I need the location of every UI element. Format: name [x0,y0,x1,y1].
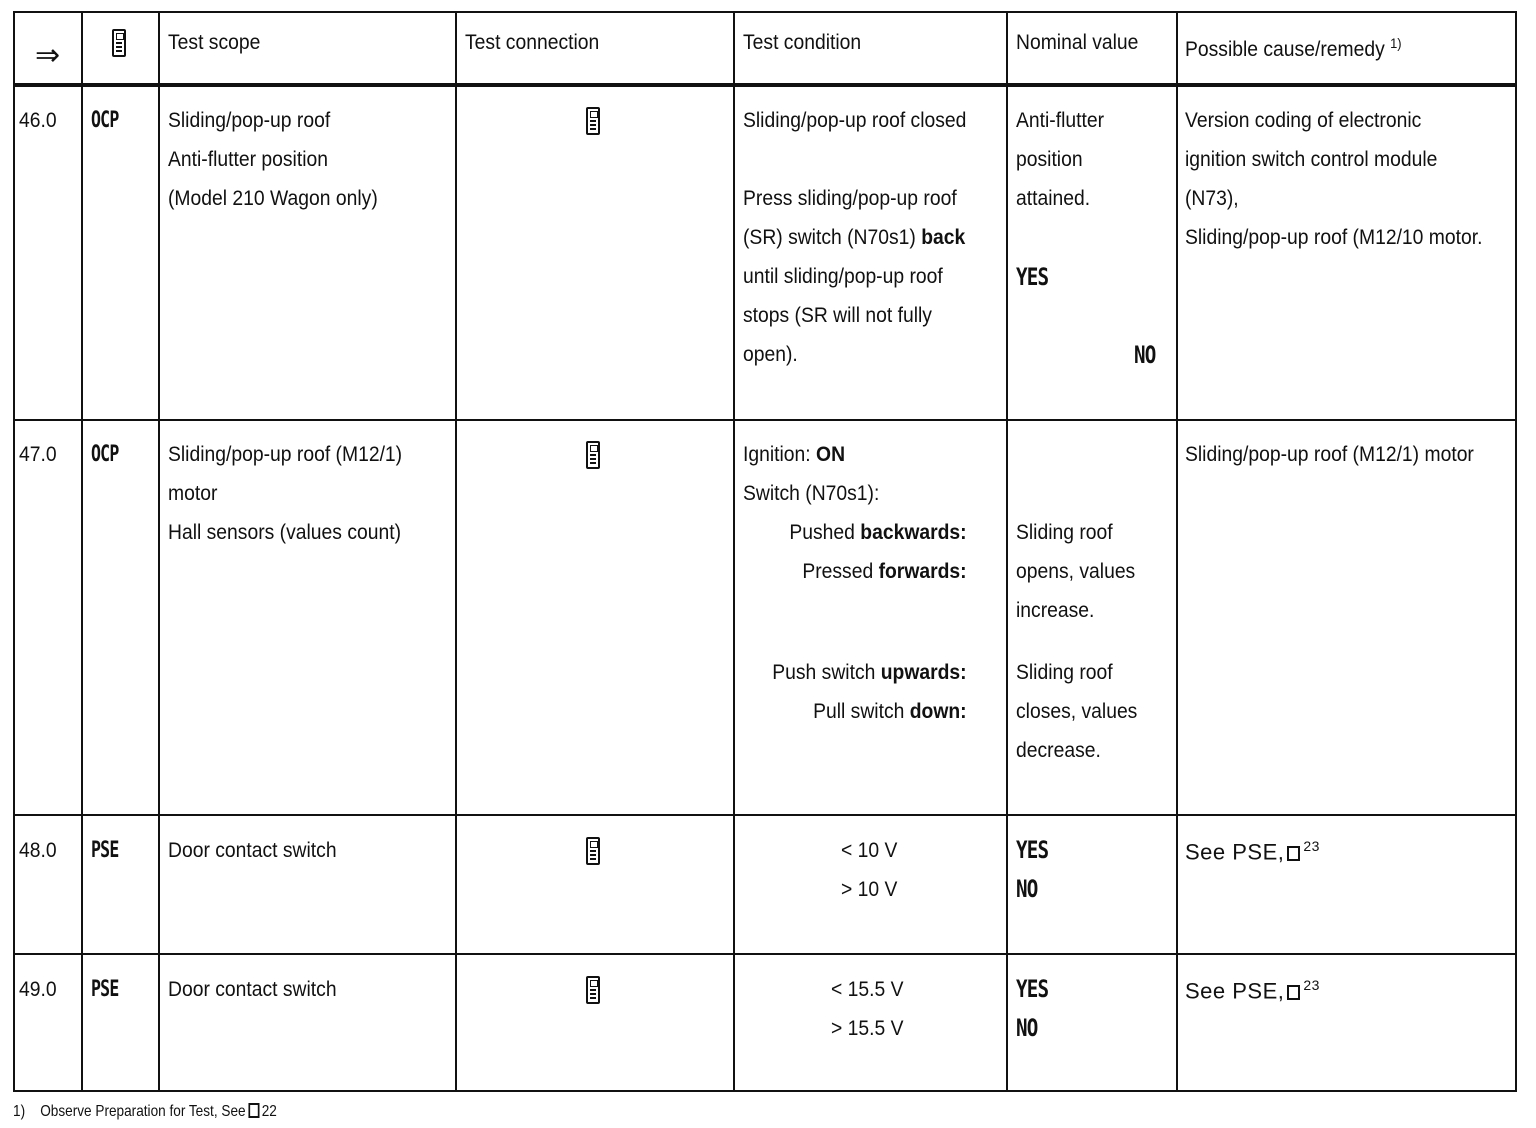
col-divider [158,13,160,1090]
step-number: 48.0 [19,839,57,862]
header-nominal-value: Nominal value [1016,31,1139,54]
footnote: 1) Observe Preparation for Test, See 22 [13,1103,277,1120]
col-divider [81,13,83,1090]
condition-pushed: Pushed backwards: Pressed forwards: [789,521,967,583]
test-scope: Door contact switch [168,839,337,862]
no-indicator: NO [1016,1014,1038,1042]
book-ref-icon [1287,985,1300,1000]
test-condition: Ignition: ON Switch (N70s1): [743,443,880,505]
possible-cause: Version coding of electronic ignition switch control module (N73), Sliding/pop-up roof (M12/10 motor. [1185,109,1483,249]
step-number: 46.0 [19,109,57,132]
book-ref-icon [248,1103,259,1118]
possible-cause: Sliding/pop-up roof (M12/1) motor [1185,443,1474,466]
yes-indicator: YES [1016,975,1049,1003]
yes-indicator: YES [1016,836,1049,864]
row-divider [15,419,1515,421]
test-scope: Door contact switch [168,978,337,1001]
test-code: PSE [91,838,119,863]
tester-icon [586,837,600,865]
nominal-value: Sliding roof opens, values increase. [1016,521,1136,622]
no-indicator: NO [1134,341,1156,369]
test-scope: Sliding/pop-up roof (M12/1) motor Hall sensors (values count) [168,443,403,544]
test-code: PSE [91,977,119,1002]
col-divider [1176,13,1178,1090]
possible-cause: See PSE, $^{23}$ [1185,838,1320,865]
row-divider [15,953,1515,955]
row-divider [15,814,1515,816]
header-test-scope: Test scope [168,31,261,54]
test-condition: Sliding/pop-up roof closed Press sliding/pop-up roof (SR) switch (N70s1) back until sliding/pop-up roof stops (SR will not fully open). [743,109,967,366]
step-number: 49.0 [19,978,57,1001]
col-divider [455,13,457,1090]
header-test-condition: Test condition [743,31,862,54]
header-divider [15,83,1515,87]
book-ref-icon [1287,846,1300,861]
test-scope: Sliding/pop-up roof Anti-flutter position (Model 210 Wagon only) [168,109,378,210]
test-code: OCP [91,108,119,133]
test-code: OCP [91,442,119,467]
col-divider [1006,13,1008,1090]
no-indicator: NO [1016,875,1038,903]
step-number: 47.0 [19,443,57,466]
header-test-connection: Test connection [465,31,600,54]
yes-indicator: YES [1016,263,1049,291]
test-condition: < 10 V > 10 V [841,839,898,901]
test-condition: < 15.5 V > 15.5 V [831,978,904,1040]
tester-icon [586,976,600,1004]
arrow-icon: ⇒ [35,39,61,72]
tester-icon [112,29,126,57]
col-divider [733,13,735,1090]
header-possible-cause: Possible cause/remedy $^{1)}$ [1185,35,1402,61]
possible-cause: See PSE, $^{23}$ [1185,977,1320,1004]
nominal-value: Anti-flutter position attained. [1016,109,1105,210]
tester-icon [586,107,600,135]
tester-icon [586,441,600,469]
condition-push-up: Push switch upwards: Pull switch down: [772,661,967,723]
test-table [13,11,1517,1092]
nominal-value: Sliding roof closes, values decrease. [1016,661,1138,762]
